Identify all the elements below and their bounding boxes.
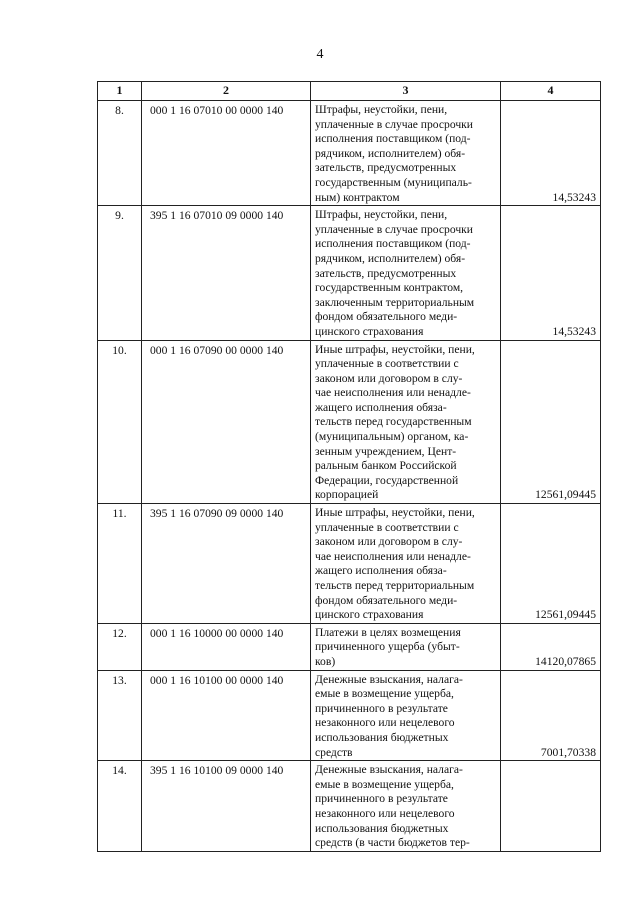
table-row bbox=[98, 623, 601, 670]
description-line: зательств, предусмотренных bbox=[315, 161, 457, 175]
amount-value: 14120,07865 bbox=[501, 623, 601, 670]
table-row bbox=[98, 206, 601, 340]
description-line: жащего исполнения обяза- bbox=[315, 564, 447, 578]
description-line: Иные штрафы, неустойки, пени, bbox=[315, 506, 475, 520]
description-line: законом или договором в слу- bbox=[315, 535, 463, 549]
income-description bbox=[311, 761, 501, 852]
amount-value: 12561,09445 bbox=[501, 504, 601, 624]
description-line: использования бюджетных bbox=[315, 821, 449, 835]
row-number: 10. bbox=[98, 340, 142, 504]
description-line: причиненного в результате bbox=[315, 792, 448, 806]
description-line: использования бюджетных bbox=[315, 730, 449, 744]
description-line: Платежи в целях возмещения bbox=[315, 625, 461, 639]
table-row bbox=[98, 761, 601, 852]
description-line: Иные штрафы, неустойки, пени, bbox=[315, 342, 475, 356]
description-line: государственным (муниципаль- bbox=[315, 175, 472, 189]
budget-classification-code: 395 1 16 07090 09 0000 140 bbox=[142, 504, 311, 624]
row-number: 9. bbox=[98, 206, 142, 340]
income-description bbox=[311, 670, 501, 761]
budget-classification-code: 000 1 16 10100 00 0000 140 bbox=[142, 670, 311, 761]
column-header: 1 bbox=[98, 82, 142, 101]
description-line: средств bbox=[315, 745, 353, 759]
table-row bbox=[98, 101, 601, 206]
description-line: исполнения поставщиком (под- bbox=[315, 132, 471, 146]
description-line: цинского страхования bbox=[315, 324, 424, 338]
column-header: 3 bbox=[311, 82, 501, 101]
description-line: исполнения поставщиком (под- bbox=[315, 237, 471, 251]
income-description bbox=[311, 101, 501, 206]
table-row bbox=[98, 670, 601, 761]
description-line: Денежные взыскания, налага- bbox=[315, 672, 463, 686]
income-description bbox=[311, 340, 501, 504]
revenue-table bbox=[97, 81, 601, 852]
description-line: причиненного в результате bbox=[315, 701, 448, 715]
description-line: незаконного или нецелевого bbox=[315, 806, 455, 820]
description-line: уплаченные в случае просрочки bbox=[315, 222, 474, 236]
description-line: жащего исполнения обяза- bbox=[315, 400, 447, 414]
amount-value: 14,53243 bbox=[501, 206, 601, 340]
description-line: уплаченные в случае просрочки bbox=[315, 117, 474, 131]
description-line: емые в возмещение ущерба, bbox=[315, 687, 454, 701]
budget-classification-code: 000 1 16 10000 00 0000 140 bbox=[142, 623, 311, 670]
description-line: Штрафы, неустойки, пени, bbox=[315, 103, 448, 116]
row-number: 12. bbox=[98, 623, 142, 670]
description-line: емые в возмещение ущерба, bbox=[315, 777, 454, 791]
description-line: чае неисполнения или ненадле- bbox=[315, 386, 471, 400]
row-number: 14. bbox=[98, 761, 142, 852]
description-line: зательств, предусмотренных bbox=[315, 266, 457, 280]
page-number: 4 bbox=[316, 47, 324, 62]
column-header: 4 bbox=[501, 82, 601, 101]
amount-value bbox=[501, 761, 601, 852]
amount-value: 14,53243 bbox=[501, 101, 601, 206]
income-description bbox=[311, 623, 501, 670]
amount-value: 12561,09445 bbox=[501, 340, 601, 504]
row-number: 8. bbox=[98, 101, 142, 206]
budget-classification-code: 000 1 16 07090 00 0000 140 bbox=[142, 340, 311, 504]
budget-classification-code: 395 1 16 07010 09 0000 140 bbox=[142, 206, 311, 340]
description-line: фондом обязательного меди- bbox=[315, 310, 458, 324]
description-line: средств (в части бюджетов тер- bbox=[315, 836, 470, 850]
description-line: уплаченные в соответствии с bbox=[315, 520, 459, 534]
description-line: ков) bbox=[315, 654, 336, 668]
description-line: Денежные взыскания, налага- bbox=[315, 763, 463, 777]
row-number: 13. bbox=[98, 670, 142, 761]
table-header-row bbox=[98, 82, 601, 101]
income-description bbox=[311, 504, 501, 624]
description-line: рядчиком, исполнителем) обя- bbox=[315, 146, 466, 160]
description-line: государственным контрактом, bbox=[315, 281, 464, 295]
description-line: ральным банком Российской bbox=[315, 459, 457, 473]
description-line: (муниципальным) органом, ка- bbox=[315, 430, 469, 444]
description-line: чае неисполнения или ненадле- bbox=[315, 549, 471, 563]
table-row bbox=[98, 340, 601, 504]
description-line: зенным учреждением, Цент- bbox=[315, 444, 457, 458]
description-line: Федерации, государственной bbox=[315, 473, 459, 487]
income-description bbox=[311, 206, 501, 340]
description-line: Штрафы, неустойки, пени, bbox=[315, 208, 448, 222]
description-line: рядчиком, исполнителем) обя- bbox=[315, 251, 466, 265]
description-line: цинского страхования bbox=[315, 608, 424, 622]
budget-classification-code: 395 1 16 10100 09 0000 140 bbox=[142, 761, 311, 852]
description-line: законом или договором в слу- bbox=[315, 371, 463, 385]
description-line: корпорацией bbox=[315, 488, 379, 502]
description-line: незаконного или нецелевого bbox=[315, 716, 455, 730]
description-line: ным) контрактом bbox=[315, 190, 400, 204]
description-line: фондом обязательного меди- bbox=[315, 593, 458, 607]
column-header: 2 bbox=[142, 82, 311, 101]
description-line: заключенным территориальным bbox=[315, 295, 475, 309]
description-line: уплаченные в соответствии с bbox=[315, 357, 459, 371]
row-number: 11. bbox=[98, 504, 142, 624]
table-row bbox=[98, 504, 601, 624]
description-line: причиненного ущерба (убыт- bbox=[315, 640, 460, 654]
description-line: тельств перед государственным bbox=[315, 415, 472, 429]
budget-classification-code: 000 1 16 07010 00 0000 140 bbox=[142, 101, 311, 206]
description-line: тельств перед территориальным bbox=[315, 579, 475, 592]
amount-value: 7001,70338 bbox=[501, 670, 601, 761]
